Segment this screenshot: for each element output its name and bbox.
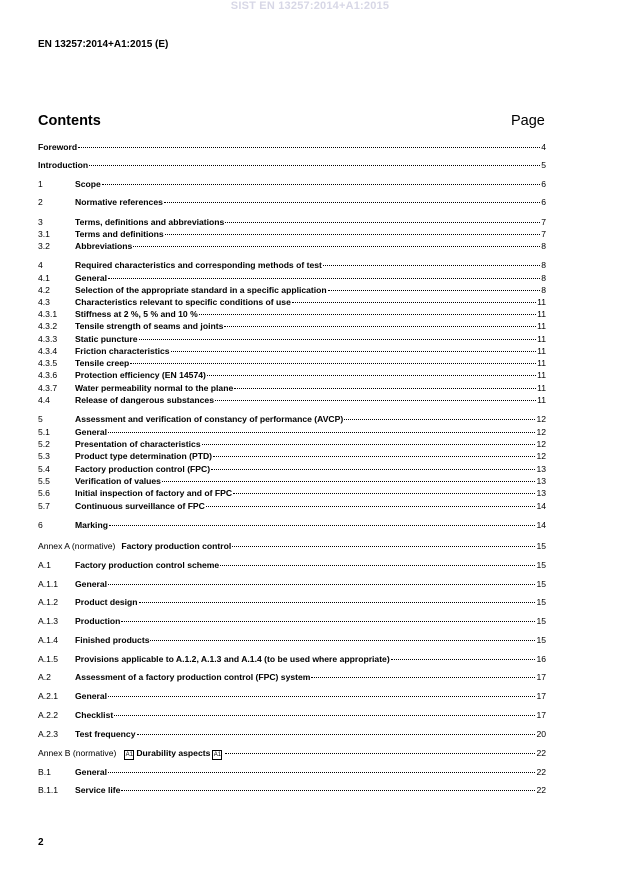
toc-entry[interactable]	[38, 501, 546, 512]
dot-leader	[171, 351, 537, 352]
toc-entry[interactable]	[38, 464, 546, 475]
toc-entry-page: 15	[536, 635, 546, 645]
toc-entry-title: Checklist	[75, 710, 114, 720]
toc-entry-title: Tensile strength of seams and joints	[75, 321, 224, 331]
toc-entry-page: 17	[536, 691, 546, 701]
page-number: 2	[38, 837, 44, 848]
toc-entry-page: 22	[536, 785, 546, 795]
dot-leader	[206, 506, 536, 507]
dot-leader	[137, 734, 536, 735]
toc-entry-page: 15	[536, 560, 546, 570]
toc-entry-number: 2	[38, 197, 43, 207]
toc-entry-page: 5	[541, 160, 546, 170]
toc-entry-page: 7	[541, 217, 546, 227]
toc-entry-number: A.2.2	[38, 710, 59, 720]
toc-entry[interactable]	[38, 229, 546, 240]
toc-entry-page: 16	[536, 654, 546, 664]
toc-entry-number: A.2.1	[38, 691, 59, 701]
dot-leader	[78, 147, 540, 148]
dot-leader	[165, 234, 541, 235]
toc-entry[interactable]	[38, 260, 546, 271]
toc-entry-page: 20	[536, 729, 546, 739]
toc-entry-title: Factory production control scheme	[75, 560, 220, 570]
toc-entry-page: 17	[536, 710, 546, 720]
toc-entry[interactable]	[38, 451, 546, 462]
toc-entry-page: 8	[541, 285, 546, 295]
toc-entry-number: 4.3.4	[38, 346, 58, 356]
toc-entry-number: 3.1	[38, 229, 50, 239]
toc-entry-title: Test frequency	[75, 729, 136, 739]
toc-entry[interactable]	[38, 383, 546, 394]
watermark: SIST EN 13257:2014+A1:2015	[230, 0, 390, 12]
toc-entry-page: 11	[537, 370, 546, 380]
annex-title: Factory production control	[121, 541, 232, 551]
dot-leader	[133, 246, 540, 247]
dot-leader	[108, 432, 535, 433]
toc-entry-title: Water permeability normal to the plane	[75, 383, 234, 393]
toc-entry-number: 4.3.7	[38, 383, 58, 393]
dot-leader	[109, 525, 535, 526]
toc-entry[interactable]	[38, 358, 546, 369]
toc-entry-number: 1	[38, 179, 43, 189]
toc-entry-number: B.1.1	[38, 785, 59, 795]
toc-entry-title: General	[75, 427, 108, 437]
dot-leader	[323, 265, 540, 266]
dot-leader	[108, 584, 535, 585]
toc-entry[interactable]	[38, 273, 546, 284]
toc-entry-title: Normative references	[75, 197, 163, 207]
contents-heading: Contents	[38, 113, 101, 129]
toc-entry-number: 5.1	[38, 427, 50, 437]
toc-entry-number: A.1.1	[38, 579, 59, 589]
toc-entry-title: Characteristics relevant to specific conditions of use	[75, 297, 291, 307]
toc-entry-number: 5	[38, 414, 43, 424]
toc-entry[interactable]	[38, 439, 546, 450]
toc-entry-number: 5.5	[38, 476, 50, 486]
toc-entry-number: A.1.2	[38, 597, 59, 607]
toc-entry-page: 15	[536, 541, 546, 551]
dot-leader	[311, 677, 535, 678]
toc-entry[interactable]	[38, 520, 546, 531]
toc-entry-page: 11	[537, 309, 546, 319]
toc-entry[interactable]	[38, 309, 546, 320]
dot-leader	[232, 546, 535, 547]
toc-entry-number: A.1.4	[38, 635, 59, 645]
toc-entry[interactable]	[38, 346, 546, 357]
toc-entry[interactable]	[38, 321, 546, 332]
dot-leader	[328, 290, 541, 291]
toc-entry-number: A.1	[38, 560, 51, 570]
toc-entry-number: 5.3	[38, 451, 50, 461]
toc-entry-title: Verification of values	[75, 476, 161, 486]
toc-entry-title: Factory production control (FPC)	[75, 464, 211, 474]
toc-entry-page: 22	[536, 748, 546, 758]
toc-entry[interactable]	[38, 710, 546, 721]
toc-entry-title: Protection efficiency (EN 14574)	[75, 370, 206, 380]
document-id: EN 13257:2014+A1:2015 (E)	[38, 39, 169, 50]
dot-leader	[225, 222, 540, 223]
toc-entry-title: Required characteristics and corresponding methods of test	[75, 260, 322, 270]
toc-entry-number: 5.6	[38, 488, 50, 498]
toc-entry-title: Scope	[75, 179, 101, 189]
toc-entry-number: 4.4	[38, 395, 50, 405]
toc-entry-number: 4.3.3	[38, 334, 58, 344]
toc-entry-page: 12	[536, 427, 546, 437]
toc-entry-title: Product design	[75, 597, 138, 607]
toc-entry[interactable]	[38, 297, 546, 308]
toc-entry-page: 4	[541, 142, 546, 152]
toc-entry-page: 13	[536, 476, 546, 486]
toc-entry-page: 11	[537, 297, 546, 307]
toc-entry-title: General	[75, 691, 108, 701]
toc-entry-number: 4.3.1	[38, 309, 58, 319]
toc-entry-number: 4.3	[38, 297, 50, 307]
toc-entry-page: 11	[537, 383, 546, 393]
dot-leader	[224, 326, 536, 327]
dot-leader	[211, 469, 535, 470]
annex-title: Durability aspects	[136, 748, 211, 758]
toc-entry-number: B.1	[38, 767, 51, 777]
toc-entry-page: 8	[541, 241, 546, 251]
dot-leader	[234, 388, 536, 389]
amendment-start-marker: A1	[125, 752, 134, 758]
dot-leader	[202, 444, 536, 445]
toc-entry[interactable]	[38, 370, 546, 381]
toc-entry[interactable]	[38, 767, 546, 778]
toc-entry-page: 15	[536, 579, 546, 589]
toc-entry-title: Annex A (normative)	[38, 541, 116, 551]
toc-entry[interactable]	[38, 579, 546, 590]
toc-entry[interactable]	[38, 414, 546, 425]
toc-entry[interactable]	[38, 560, 546, 571]
toc-entry-title: Terms, definitions and abbreviations	[75, 217, 225, 227]
toc-entry[interactable]	[38, 285, 546, 296]
toc-entry-number: 6	[38, 520, 43, 530]
toc-entry-page: 13	[536, 464, 546, 474]
toc-entry-title: General	[75, 579, 108, 589]
toc-entry[interactable]	[38, 616, 546, 627]
amendment-end-marker: A1	[213, 752, 222, 758]
dot-leader	[89, 165, 540, 166]
toc-entry-title: Continuous surveillance of FPC	[75, 501, 205, 511]
toc-entry-number: 3.2	[38, 241, 50, 251]
toc-entry-page: 11	[537, 395, 546, 405]
toc-entry-number: 4	[38, 260, 43, 270]
toc-entry-page: 15	[536, 597, 546, 607]
toc-entry[interactable]	[38, 654, 546, 665]
toc-entry-page: 8	[541, 260, 546, 270]
toc-entry[interactable]	[38, 241, 546, 252]
dot-leader	[220, 565, 535, 566]
toc-entry-page: 12	[536, 451, 546, 461]
toc-entry-title: General	[75, 767, 108, 777]
dot-leader	[199, 314, 536, 315]
toc-entry[interactable]	[38, 597, 546, 608]
toc-entry[interactable]	[38, 785, 546, 796]
toc-entry[interactable]	[38, 691, 546, 702]
toc-entry-title: Foreword	[38, 142, 78, 152]
dot-leader	[213, 456, 535, 457]
toc-entry[interactable]	[38, 217, 546, 228]
toc-entry-title: Selection of the appropriate standard in a specific application	[75, 285, 327, 295]
toc-entry[interactable]	[38, 729, 546, 740]
dot-leader	[139, 339, 537, 340]
toc-entry-page: 7	[541, 229, 546, 239]
toc-entry[interactable]	[38, 488, 546, 499]
dot-leader	[139, 602, 536, 603]
dot-leader	[225, 753, 535, 754]
toc-entry[interactable]	[38, 142, 546, 153]
toc-entry[interactable]	[38, 427, 546, 438]
dot-leader	[233, 493, 535, 494]
toc-entry-number: 4.3.5	[38, 358, 58, 368]
dot-leader	[292, 302, 536, 303]
page-column-label: Page	[511, 113, 545, 129]
dot-leader	[215, 400, 536, 401]
toc-entry[interactable]	[38, 395, 546, 406]
dot-leader	[108, 696, 535, 697]
toc-entry[interactable]	[38, 197, 546, 208]
toc-entry-number: 5.4	[38, 464, 50, 474]
toc-entry-title: Initial inspection of factory and of FPC	[75, 488, 233, 498]
dot-leader	[344, 419, 535, 420]
toc-entry-title: Presentation of characteristics	[75, 439, 201, 449]
toc-entry-title: Release of dangerous substances	[75, 395, 214, 405]
toc-entry-number: 4.3.6	[38, 370, 58, 380]
toc-entry-page: 12	[536, 414, 546, 424]
toc-entry-number: 5.2	[38, 439, 50, 449]
toc-entry-title: Service life	[75, 785, 121, 795]
toc-entry-page: 22	[536, 767, 546, 777]
dot-leader	[121, 790, 535, 791]
toc-entry-page: 6	[541, 197, 546, 207]
dot-leader	[108, 772, 535, 773]
toc-entry[interactable]	[38, 748, 546, 759]
toc-entry-title: Production	[75, 616, 121, 626]
toc-entry[interactable]	[38, 635, 546, 646]
toc-entry-number: A.1.5	[38, 654, 59, 664]
toc-entry-title: Provisions applicable to A.1.2, A.1.3 and A.1.4 (to be used where appropriate)	[75, 654, 390, 664]
toc-entry-title: Marking	[75, 520, 108, 530]
dot-leader	[114, 715, 535, 716]
toc-entry-title: Stiffness at 2 %, 5 % and 10 %	[75, 309, 198, 319]
dot-leader	[150, 640, 535, 641]
toc-entry-title: Static puncture	[75, 334, 138, 344]
toc-entry-title: Terms and definitions	[75, 229, 164, 239]
toc-entry-title: Assessment and verification of constancy of performance (AVCP)	[75, 414, 344, 424]
toc-entry-page: 14	[536, 520, 546, 530]
dot-leader	[207, 375, 536, 376]
dot-leader	[130, 363, 536, 364]
toc-entry-title: General	[75, 273, 108, 283]
toc-entry[interactable]	[38, 476, 546, 487]
toc-entry-title: Assessment of a factory production control (FPC) system	[75, 672, 311, 682]
toc-entry-page: 11	[537, 321, 546, 331]
toc-entry-title: Friction characteristics	[75, 346, 170, 356]
toc-entry-page: 8	[541, 273, 546, 283]
toc-entry-title: Annex B (normative)	[38, 748, 117, 758]
toc-entry-title: Product type determination (PTD)	[75, 451, 213, 461]
toc-entry-title: Introduction	[38, 160, 89, 170]
toc-entry[interactable]	[38, 672, 546, 683]
dot-leader	[391, 659, 536, 660]
toc-entry-number: 3	[38, 217, 43, 227]
dot-leader	[164, 202, 540, 203]
toc-entry-title: Finished products	[75, 635, 150, 645]
toc-entry[interactable]	[38, 334, 546, 345]
toc-entry-number: 4.2	[38, 285, 50, 295]
toc-entry-page: 13	[536, 488, 546, 498]
dot-leader	[162, 481, 535, 482]
toc-entry[interactable]	[38, 160, 546, 171]
toc-entry[interactable]	[38, 541, 546, 552]
toc-entry-page: 6	[541, 179, 546, 189]
toc-entry-page: 11	[537, 358, 546, 368]
toc-entry-page: 11	[537, 334, 546, 344]
toc-entry-page: 17	[536, 672, 546, 682]
toc-entry-title: Tensile creep	[75, 358, 130, 368]
toc-entry-page: 15	[536, 616, 546, 626]
dot-leader	[121, 621, 535, 622]
toc-entry-page: 12	[536, 439, 546, 449]
toc-entry-page: 11	[537, 346, 546, 356]
toc-entry-number: A.1.3	[38, 616, 59, 626]
toc-entry-number: 4.1	[38, 273, 50, 283]
toc-entry-number: A.2	[38, 672, 51, 682]
toc-entry-page: 14	[536, 501, 546, 511]
dot-leader	[108, 278, 540, 279]
toc-entry-title: Abbreviations	[75, 241, 133, 251]
toc-entry[interactable]	[38, 179, 546, 190]
toc-entry-number: 4.3.2	[38, 321, 58, 331]
toc-entry-number: A.2.3	[38, 729, 59, 739]
toc-entry-number: 5.7	[38, 501, 50, 511]
dot-leader	[102, 184, 540, 185]
